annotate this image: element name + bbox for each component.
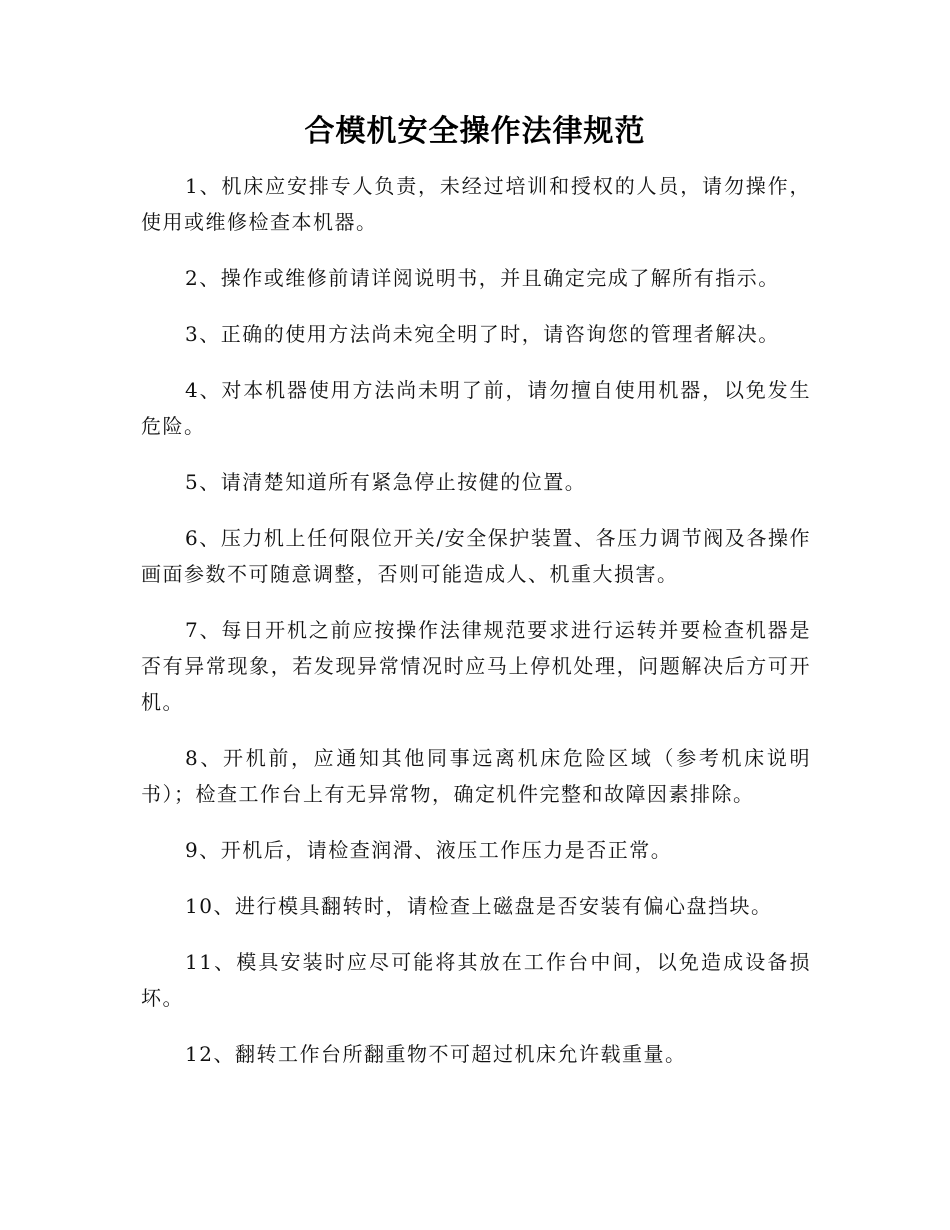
document-title: 合模机安全操作法律规范 — [304, 114, 646, 149]
paragraph-4: 4、对本机器使用方法尚未明了前，请勿擅自使用机器，以免发生危险。 — [141, 378, 811, 438]
paragraph-6: 6、压力机上任何限位开关/安全保护装置、各压力调节阀及各操作画面参数不可随意调整，否则可能造成人、机重大损害。 — [141, 526, 811, 586]
paragraph-9: 9、开机后，请检查润滑、液压工作压力是否正常。 — [185, 838, 673, 862]
paragraph-8: 8、开机前，应通知其他同事远离机床危险区域（参考机床说明书）；检查工作台上有无异常物，确定机件完整和故障因素排除。 — [141, 746, 811, 806]
paragraph-3: 3、正确的使用方法尚未宛全明了时，请咨询您的管理者解决。 — [185, 322, 780, 346]
document-body — [141, 168, 811, 1092]
paragraph-12: 12、翻转工作台所翻重物不可超过机床允许载重量。 — [185, 1042, 687, 1066]
paragraph-2: 2、操作或维修前请详阅说明书，并且确定完成了解所有指示。 — [185, 266, 780, 290]
paragraph-5: 5、请清楚知道所有紧急停止按健的位置。 — [185, 470, 587, 494]
paragraph-7: 7、每日开机之前应按操作法律规范要求进行运转并要检查机器是否有异常现象，若发现异常情况时应马上停机处理，问题解决后方可开机。 — [141, 618, 811, 714]
paragraph-1: 1、机床应安排专人负责，未经过培训和授权的人员，请勿操作，使用或维修检查本机器。 — [141, 174, 811, 234]
paragraph-11: 11、模具安装时应尽可能将其放在工作台中间，以免造成设备损坏。 — [141, 950, 811, 1010]
paragraph-10: 10、进行模具翻转时，请检查上磁盘是否安装有偏心盘挡块。 — [185, 894, 773, 918]
